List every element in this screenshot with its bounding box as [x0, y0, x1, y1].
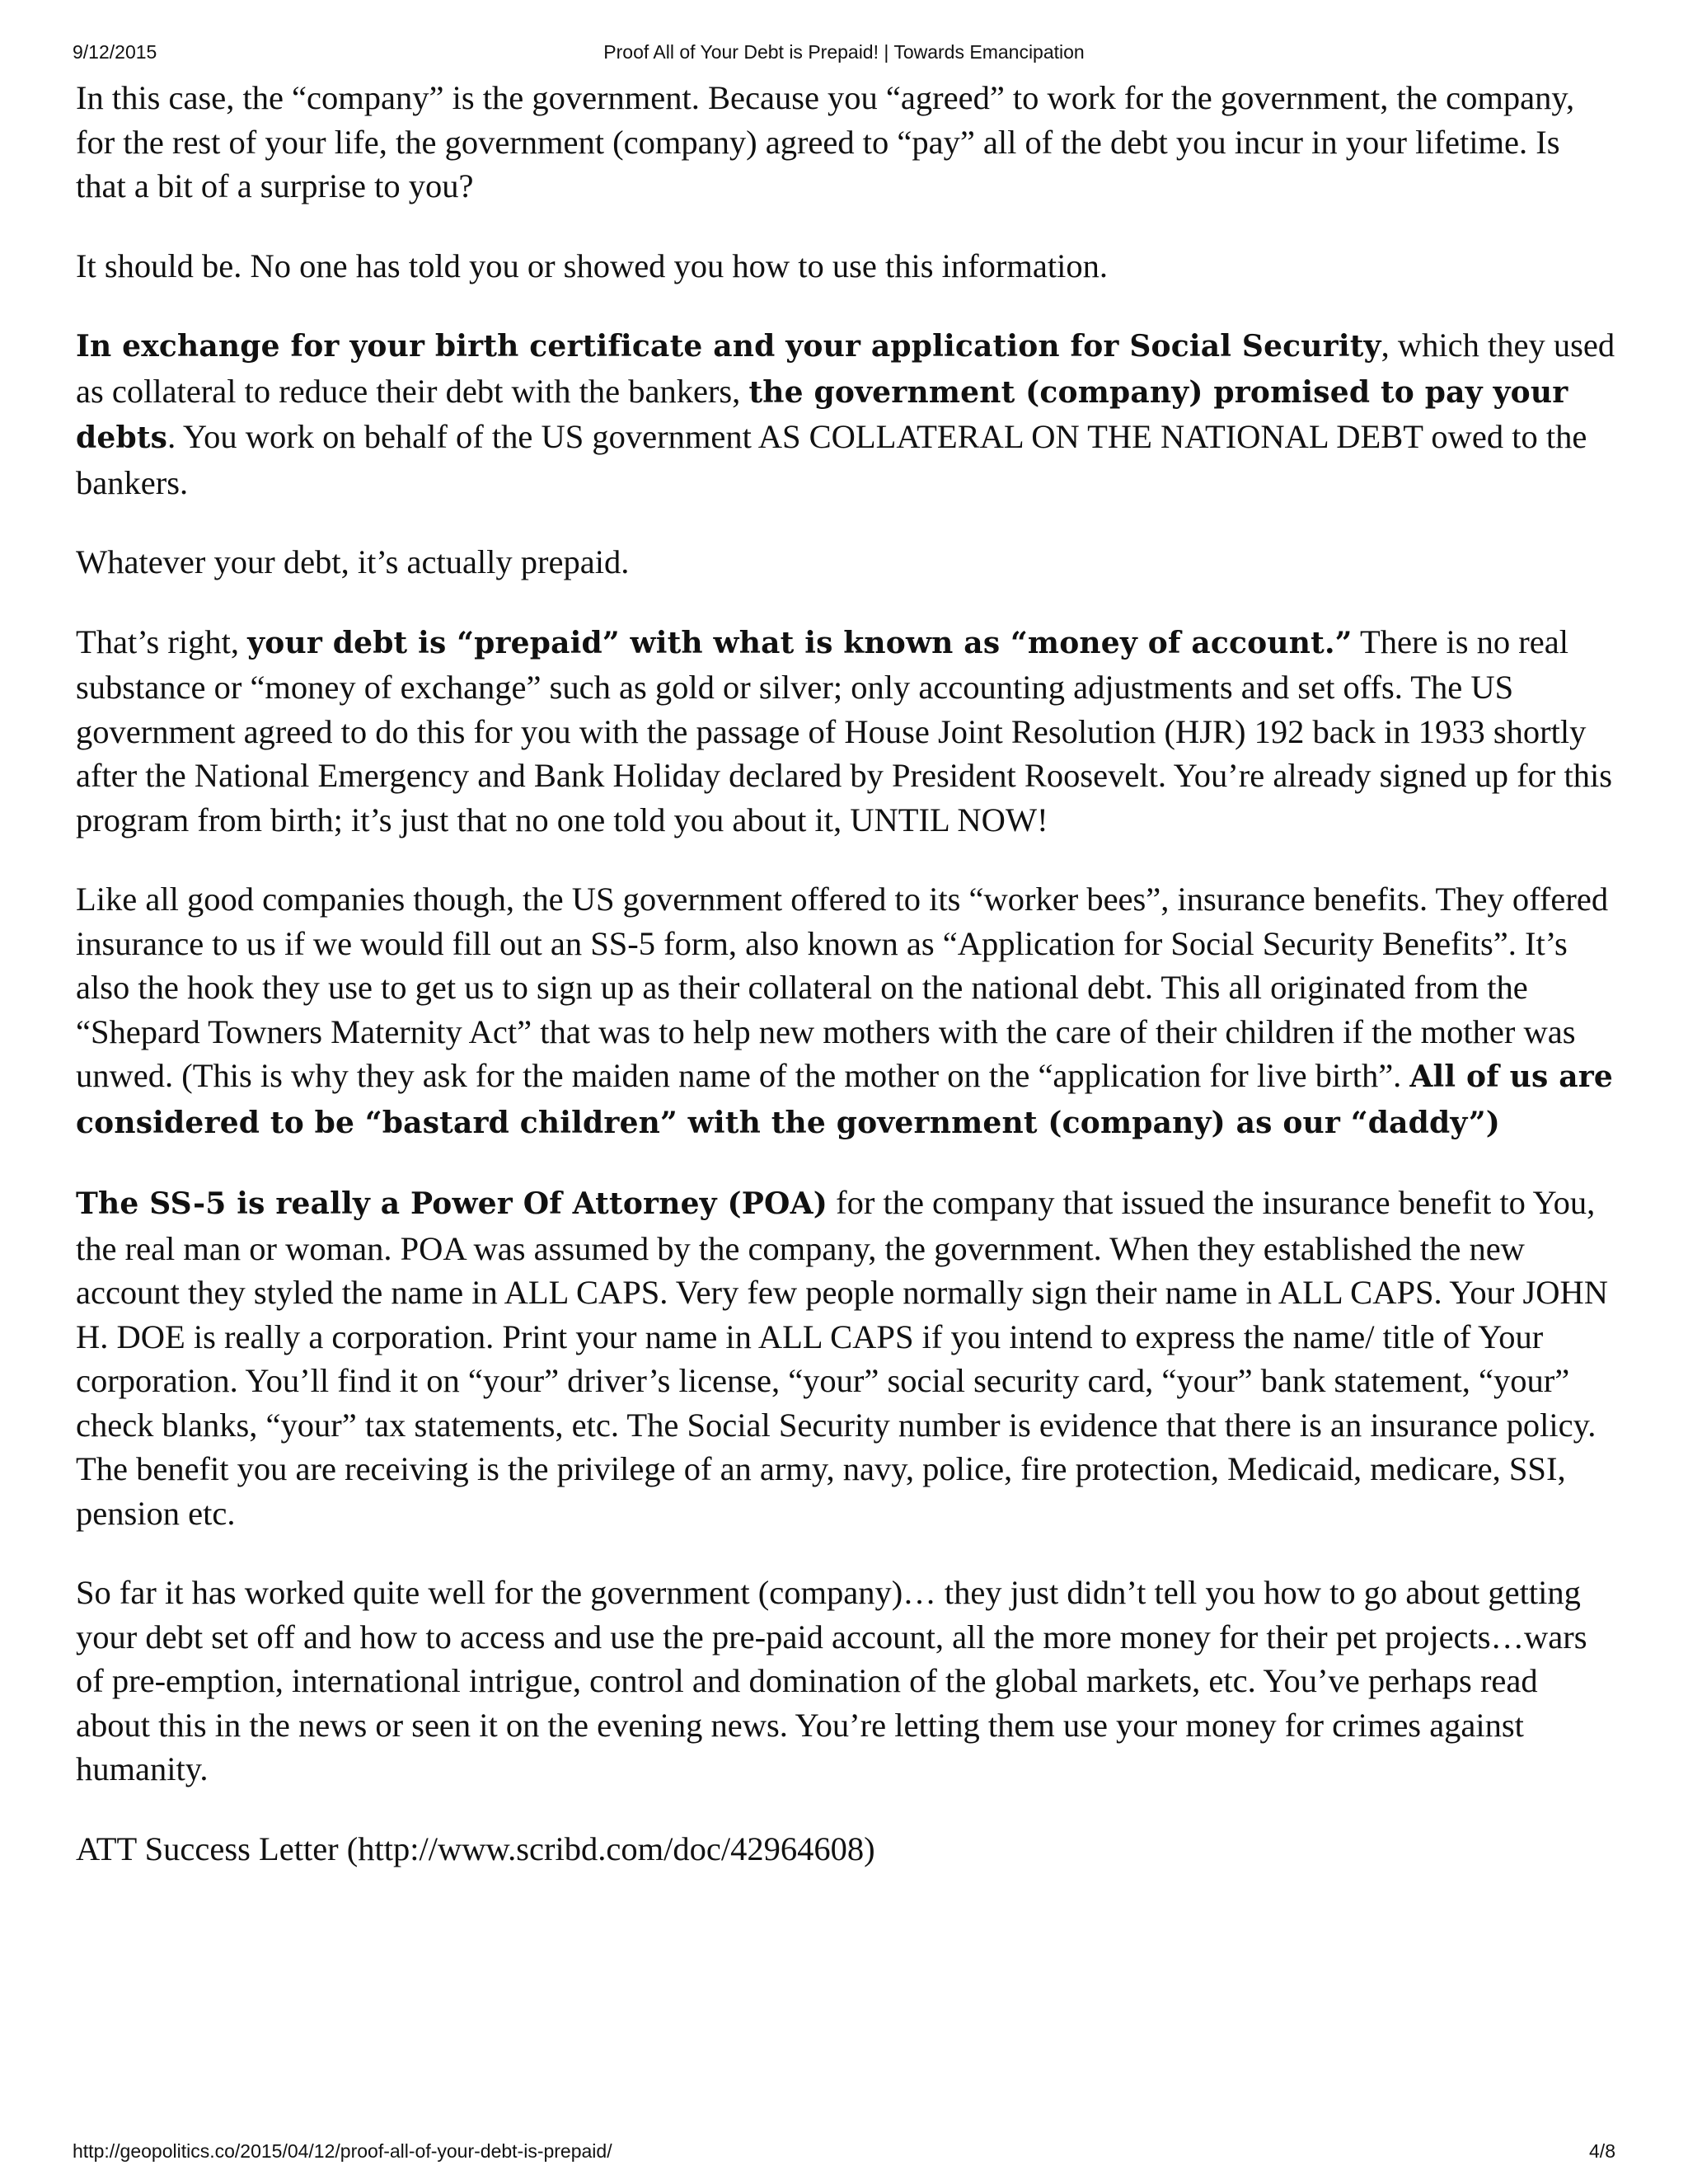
- paragraph-2: It should be. No one has told you or showed you how to use this information.: [76, 247, 1108, 284]
- text-run: . You work on behalf of the US government AS COLLATERAL ON THE NATIONAL DEBT owed to the bankers.: [76, 418, 1587, 501]
- paragraph-4: Whatever your debt, it’s actually prepaid.: [76, 543, 630, 580]
- paragraph-5: [76, 620, 1617, 843]
- text-run: That’s right,: [76, 622, 248, 660]
- paragraph-9: ATT Success Letter (http://www.scribd.com/doc/42964608): [76, 1829, 875, 1867]
- paragraph-3: [76, 323, 1617, 505]
- paragraph-8: So far it has worked quite well for the government (company)… they just didn’t tell you how to go about getting your debt set off and how to access and use the pre-paid account, all the more money for their pet projects…wars of pre-emption, international intrigue, control and domination of the global markets, etc. You’ve perhaps read about this in the news or seen it on the evening news. You’re letting them use your money for crimes against humanity.: [76, 1574, 1587, 1787]
- paragraph-1: In this case, the “company” is the government. Because you “agreed” to work for the government, the company, for the rest of your life, the government (company) agreed to “pay” all of the debt you incur in your lifetime. Is that a bit of a surprise to you?: [76, 79, 1575, 204]
- paragraph-7: [76, 1181, 1617, 1535]
- bold-phrase: In exchange for your birth certificate and your application for Social Security: [76, 329, 1381, 364]
- print-date: 9/12/2015: [73, 41, 157, 63]
- bold-phrase: All of us are considered to be “bastard children” with the government (company) as our “daddy”): [76, 1059, 1614, 1140]
- page-number: 4/8: [1589, 2140, 1615, 2162]
- page-url: http://geopolitics.co/2015/04/12/proof-all-of-your-debt-is-prepaid/: [73, 2140, 612, 2162]
- bold-phrase: the government (company) promised to pay your debts: [76, 374, 1568, 455]
- text-run: There is no real substance or “money of exchange” such as gold or silver; only accounting adjustments and set offs. The US government agreed to do this for you with the passage of House Joint Resolution (HJR) 192 back in 1933 shortly after the National Emergency and Bank Holiday declared by President Roosevelt. You’re already signed up for this program from birth; it’s just that no one told you about it, UNTIL NOW!: [76, 622, 1612, 838]
- page-title: Proof All of Your Debt is Prepaid! | Towards Emancipation: [603, 41, 1085, 63]
- text-run: Like all good companies though, the US government offered to its “worker bees”, insurance benefits. They offered insurance to us if we would fill out an SS-5 form, also known as “Application for Social Security Benefits”. It’s also the hook they use to get us to sign up as their collateral on the national debt. This all originated from the “Shepard Towners Maternity Act” that was to help new mothers with the care of their children if the mother was unwed. (This is why they ask for the maiden name of the mother on the “application for live birth”.: [76, 881, 1609, 1094]
- paragraph-6: [76, 877, 1617, 1145]
- print-header: [73, 41, 1615, 74]
- bold-phrase: your debt is “prepaid” with what is known as “money of account.”: [247, 625, 1353, 660]
- text-run: for the company that issued the insurance benefit to You, the real man or woman. POA was assumed by the company, the government. When they established the new account they styled the name in ALL CAPS. Very few people normally sign their name in ALL CAPS. Your JOHN H. DOE is really a corporation. Print your name in ALL CAPS if you intend to express the name/ title of Your corporation. You’ll find it on “your” driver’s license, “your” social security card, “your” bank statement, “your” check blanks, “your” tax statements, etc. The Social Security number is evidence that there is an insurance policy. The benefit you are receiving is the privilege of an army, navy, police, fire protection, Medicaid, medicare, SSI, pension etc.: [76, 1184, 1609, 1532]
- text-run: , which they used as collateral to reduce their debt with the bankers,: [76, 326, 1615, 410]
- bold-phrase: The SS-5 is really a Power Of Attorney (POA): [76, 1186, 828, 1221]
- article-body: [76, 76, 1617, 1906]
- print-footer: [73, 2140, 1615, 2165]
